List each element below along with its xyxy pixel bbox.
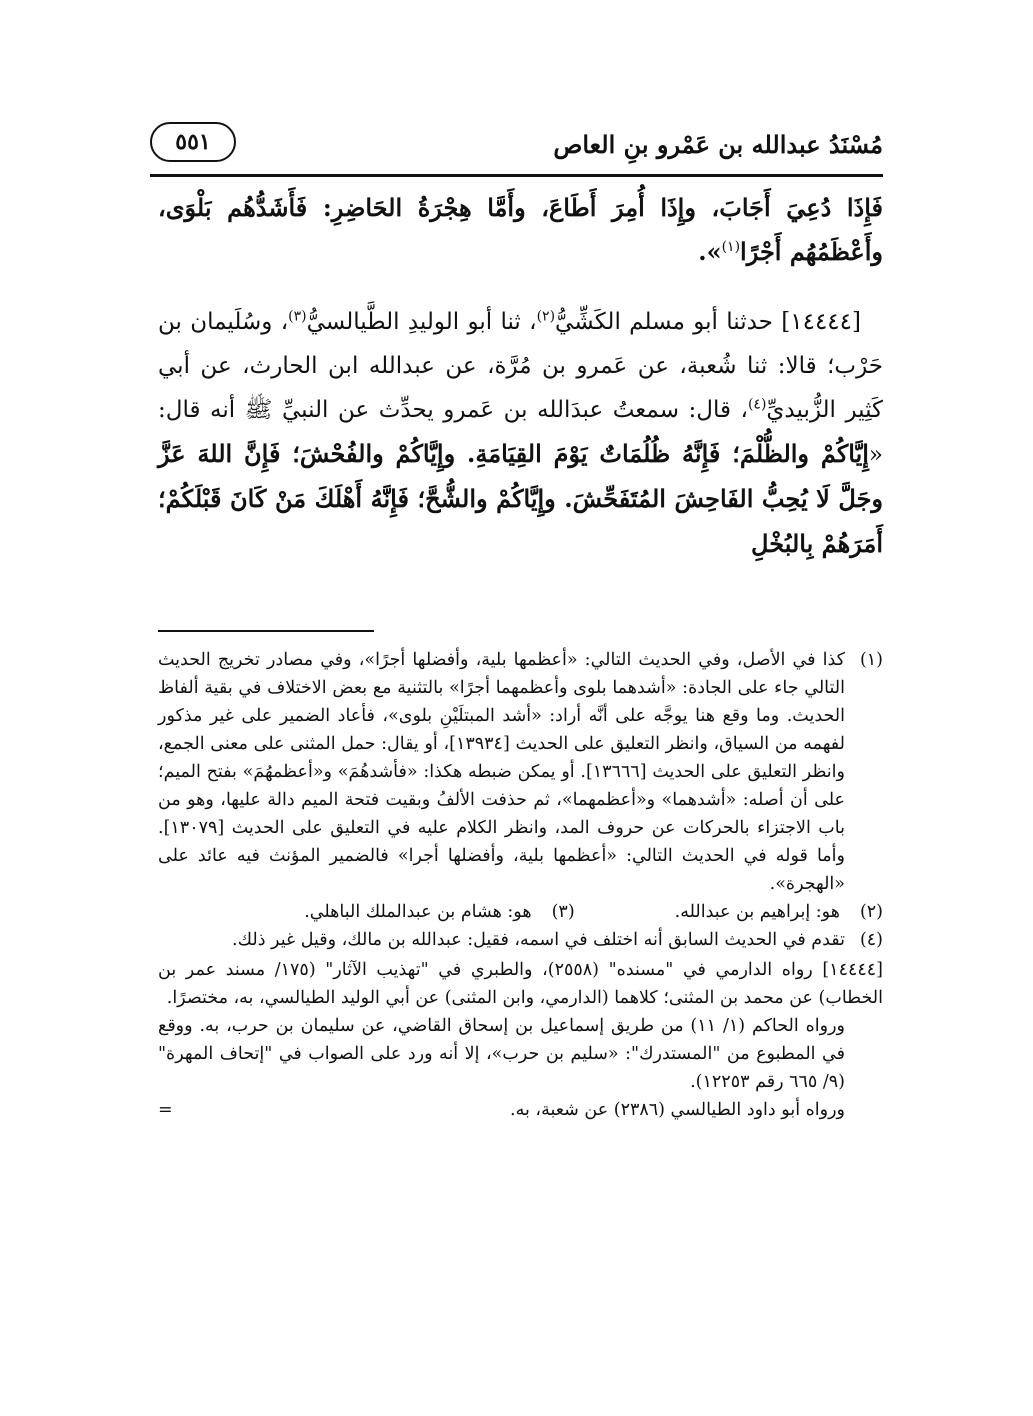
footnote-ref-4: (٤) [747, 396, 767, 413]
continuation-text: فَإِذَا دُعِيَ أَجَابَ، وإِذَا أُمِرَ أَطَاعَ، وأَمَّا هِجْرَةُ الحَاضِرِ: فَأَشَدُّهُم بَلْوَى، وأَعْظَمُهُم أَجْرًا [158, 193, 883, 266]
page-header [150, 118, 883, 170]
hadith-number: [١٤٤٤٤] [781, 309, 861, 335]
isnad-part-1: حدثنا أبو مسلم الكَشِّيُّ [555, 309, 773, 335]
footnote-number: (٢) [859, 902, 883, 922]
continuation-end: ». [698, 237, 722, 266]
footnote-text: تقدم في الحديث السابق أنه اختلف في اسمه، فقيل: عبدالله بن مالك، وقيل غير ذلك. [232, 930, 845, 950]
takhrij-paragraph: ورواه الحاكم (١/ ١١) من طريق إسماعيل بن إسحاق القاضي، عن سليمان بن حرب، به. ووقع في المطبوع من "المستدرك": «سليم بن حرب»، إلا أنه ورد على الصواب في "إتحاف المهرة" (٩/ ٦٦٥ رقم ١٢٢٥٣). [158, 1016, 845, 1092]
isnad-part-3: ، وسُلَيمان بن حَرْب؛ قالا: ثنا شُعبة، عن عَمرو بن مُرَّة، عن عبدالله ابن الحارث، عن أبي كَثِير الزُّبيديِّ [158, 309, 883, 423]
isnad-part-2: ، ثنا أبو الوليدِ الطَّيالسيُّ [306, 309, 537, 335]
running-title: مُسْنَدُ عبدالله بن عَمْرو بنِ العاص [553, 130, 883, 159]
footnote-ref-2: (٢) [536, 308, 556, 325]
footnote-number: (٤) [859, 930, 883, 950]
hadith-matn: إِيَّاكُمْ والظُّلْمَ؛ فَإِنَّهُ ظُلُمَاتٌ يَوْمَ القِيَامَةِ. وإِيَّاكُمْ والفُحْشَ؛ فَإِنَّ اللهَ عَزَّ وجَلَّ لَا يُحِبُّ الفَاحِشَ المُتَفَحِّشَ. وإِيَّاكُمْ والشُّحَّ؛ فَإِنَّهُ أَهْلَكَ مَنْ كَانَ قَبْلَكُمْ؛ أَمَرَهُمْ بِالبُخْلِ [158, 439, 883, 558]
footnote-number: (٣) [551, 902, 575, 922]
header-rule [150, 174, 883, 177]
footnote-separator [158, 630, 374, 632]
footnotes [158, 646, 883, 1124]
footnote-text: هو: هشام بن عبدالملك الباهلي. [304, 902, 532, 922]
footnote-2-3 [158, 898, 883, 926]
main-text [158, 186, 883, 567]
takhrij-section [158, 956, 883, 1124]
takhrij-text: ورواه أبو داود الطيالسي (٢٣٨٦) عن شعبة، به. [510, 1100, 845, 1120]
isnad-part-4: ، قال: سمعتُ عبدَالله بن عَمرو يحدِّث عن النبيِّ ﷺ أنه قال: « [158, 397, 883, 468]
takhrij-paragraph-last [158, 1096, 883, 1124]
footnote-4 [158, 926, 883, 954]
hadith-paragraph [158, 300, 883, 567]
footnote-text: كذا في الأصل، وفي الحديث التالي: «أعظمها بلية، وأفضلها أجرًا»، وفي مصادر تخريج الحديث التالي جاء على الجادة: «أشدهما بلوى وأعظمهما أجرًا» بالتثنية مع بعض الاختلاف في بقية ألفاظ الحديث. وما وقع هنا يوجَّه على أنَّه أراد: «أشد المبتلَيْنِ بلوى»، فأعاد الضمير على غير مذكور لفهمه من السياق، وانظر التعليق على الحديث [١٣٩٣٤]، أو يقال: حمل المثنى على معنى الجمع، وانظر التعليق على الحديث [١٣٦٦٦]. أو يمكن ضبطه هكذا: «فأشدهُمَ» و«أعظمهُمَ» بفتح الميم؛ على أن أصله: «أشدهما» و«أعظمهما»، ثم حذفت الألفُ وبقيت فتحة الميم دالة عليها، وهو من باب الاجتزاء بالحركات عن حروف المد، وانظر الكلام عليه في التعليق على الحديث [١٣٠٧٩]. وأما قوله في الحديث التالي: «أعظمها بلية، وأفضلها أجرا» فالضمير المؤنث فيه عائد على «الهجرة». [158, 650, 845, 894]
continuation-paragraph [158, 186, 883, 274]
footnote-text: هو: إبراهيم بن عبدالله. [674, 902, 840, 922]
footnote-1 [158, 646, 883, 898]
takhrij-paragraph: [١٤٤٤٤] رواه الدارمي في "مسنده" (٢٥٥٨)، والطبري في "تهذيب الآثار" (١٧٥/ مسند عمر بن الخطاب) عن محمد بن المثنى؛ كلاهما (الدارمي، وابن المثنى) عن أبي الوليد الطيالسي، به، مختصرًا. [158, 960, 883, 1008]
continuation-mark: = [158, 1100, 173, 1120]
page-number-badge: ٥٥١ [150, 122, 236, 162]
footnote-ref-1: (١) [721, 239, 741, 255]
footnote-ref-3: (٣) [288, 308, 307, 325]
footnote-number: (١) [859, 650, 883, 670]
